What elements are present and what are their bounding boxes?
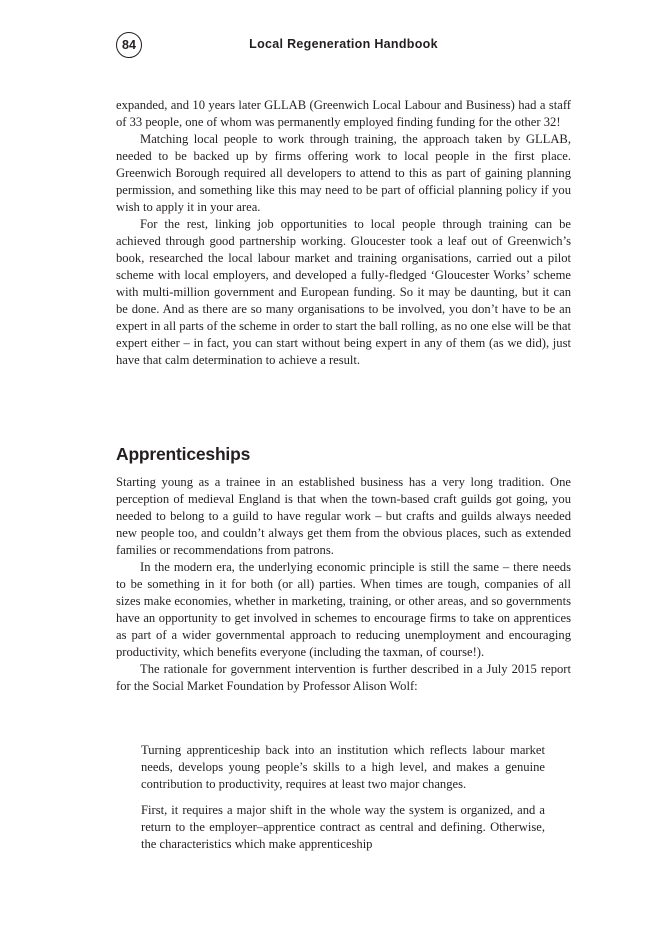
page-number: 84 — [116, 32, 142, 58]
paragraph: In the modern era, the underlying economic principle is still the same – there needs to be something in it for both (or all) parties. When times are tough, companies of all sizes make economies, whether in marketing, training, or other areas, and so governments have an opportunity to get involved in schemes to encourage firms to take on apprentices as part of a wider governmental approach to reducing unemployment and encouraging productivity, which benefits everyone (including the taxman, of course!). — [116, 560, 571, 659]
quote-paragraph: Turning apprenticeship back into an institution which reflects labour market needs, develops young people’s skills to a high level, and makes a genuine contribution to productivity, requires at least two major changes. — [141, 743, 545, 791]
body-text-top — [116, 97, 571, 369]
paragraph: Starting young as a trainee in an established business has a very long tradition. One perception of medieval England is that when the town-based craft guilds got going, you needed to belong to a guild to have regular work – but crafts and guilds always needed new people too, and couldn’t always get them from the obvious places, such as extended families or recommendations from patrons. — [116, 475, 571, 557]
paragraph: The rationale for government intervention is further described in a July 2015 report for the Social Market Foundation by Professor Alison Wolf: — [116, 662, 571, 693]
page-header — [116, 32, 571, 60]
paragraph: Matching local people to work through training, the approach taken by GLLAB, needed to be backed up by firms offering work to local people in the first place. Greenwich Borough required all developers to attend to this as part of gaining planning permission, and something like this may need to be part of official planning policy if you wish to apply it in your area. — [116, 132, 571, 214]
quote-paragraph: First, it requires a major shift in the whole way the system is organized, and a return to the employer–apprentice contract as central and defining. Otherwise, the characteristics which make apprenticeship — [141, 803, 545, 851]
paragraph: For the rest, linking job opportunities to local people through training can be achieved through good partnership working. Gloucester took a leaf out of Greenwich’s book, researched the local labour market and training organisations, carried out a pilot scheme with local employers, and developed a fully-fledged ‘Gloucester Works’ scheme with multi-million government and European funding. So it may be daunting, but it can be done. And as there are so many organisations to be involved, you don’t have to be an expert in all parts of the scheme in order to start the ball rolling, as no one else will be that expert either – in fact, you can start without being expert in any of them (as we did), just have that calm determination to achieve a result. — [116, 217, 571, 367]
paragraph: expanded, and 10 years later GLLAB (Greenwich Local Labour and Business) had a staff of 33 people, one of whom was permanently employed finding funding for the other 32! — [116, 98, 571, 129]
section-body — [116, 474, 571, 695]
running-title: Local Regeneration Handbook — [249, 37, 438, 51]
block-quote — [141, 742, 545, 862]
section-heading: Apprenticeships — [116, 444, 251, 464]
